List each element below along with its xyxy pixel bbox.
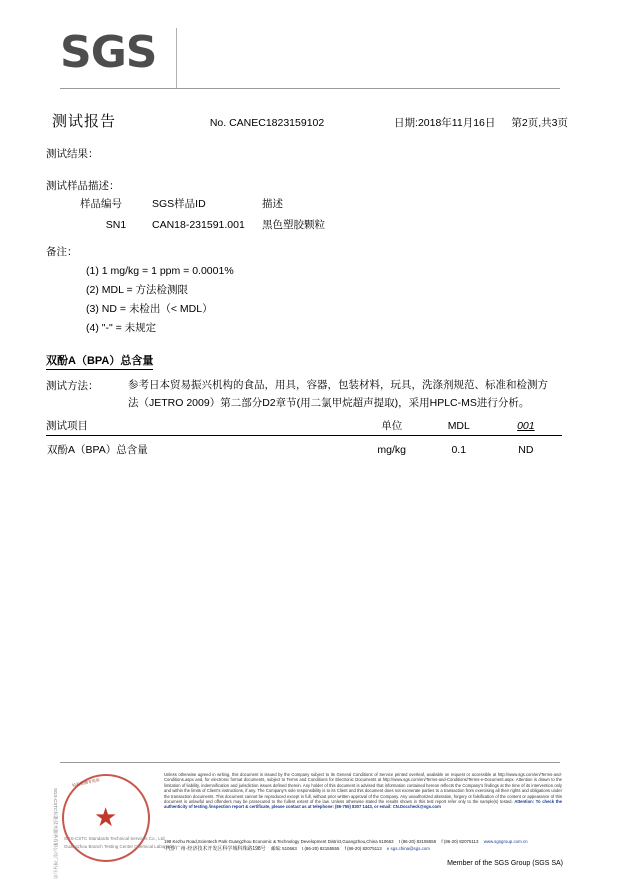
results-label: 测试结果： xyxy=(46,148,99,160)
table-header-row xyxy=(80,196,422,217)
table-header-row xyxy=(46,418,562,436)
cell-result-001: ND xyxy=(518,443,534,456)
page-title: 测试报告 xyxy=(52,113,117,130)
notes-list xyxy=(86,262,234,338)
address-cn-fax: f (86-20) 82075113 xyxy=(344,846,382,851)
footer-rule xyxy=(60,762,560,763)
legal-attention-text: Attention: To check the authenticity of testing /inspection report & certificate, please contact us at telephone: (86-755) 8307 1443, or email: CN.Doccheck@sgs.com xyxy=(164,799,563,810)
address-cn-zip: 邮编: 510663 xyxy=(270,846,297,851)
cell-unit: mg/kg xyxy=(377,443,406,456)
address-en: 198 Kezhu Road,Scientech Park Guangzhou Economic & Technology Development District,Guangzhou,China 510663 xyxy=(164,839,394,844)
list-item: (3) ND = 未检出（< MDL） xyxy=(86,303,213,315)
column-header-sgs-id: SGS样品ID xyxy=(152,198,206,210)
page-indicator: 第2页,共3页 xyxy=(511,117,568,129)
address-en-tel: t (86-20) 82155555 xyxy=(398,839,437,844)
cell-sample-no: SN1 xyxy=(105,218,127,231)
list-item: (4) "-" = 未规定 xyxy=(86,322,157,334)
section-heading-bpa: 双酚A（BPA）总含量 xyxy=(46,352,153,370)
address-cn-tel: t (86-20) 82155555 xyxy=(302,846,340,851)
address-cn-mail: e sgs.china@sgs.com xyxy=(386,846,430,851)
cell-description: 黑色塑胶颗粒 xyxy=(262,219,325,231)
report-date: 日期:2018年11月16日 xyxy=(394,117,496,129)
column-header-unit: 单位 xyxy=(356,418,428,436)
column-header-sample-no: 样品编号 xyxy=(80,198,122,210)
legal-body-text: Unless otherwise agreed in writing, this document is issued by the Company subject to its General Conditions of Service printed overleaf, available on request or accessible at http://www.sgs.com/en/Terms-and-Conditions.aspx and, for electronic format documents, subject to Terms and Conditions for Electronic Documents at http://www.sgs.com/en/Terms-and-Conditions/Terms-e-Document.aspx. Attention is drawn to the limitation of liability, indemnification and jurisdiction issues defined therein. Any holder of this document is advised that information contained hereon reflects the Company's findings at the time of its intervention only and within the limits of Client's instructions, if any. The Company's sole responsibility is to its Client and this document does not exonerate parties to a transaction from exercising all their rights and obligations under the transaction documents. This document cannot be reproduced except in full, without prior written approval of the Company. Any unauthorized alteration, forgery or falsification of the content or appearance of this document is unlawful and offenders may be prosecuted to the fullest extent of the law. Unless otherwise stated the results shown in this test report refer only to the sample(s) tested. xyxy=(164,772,562,805)
seal-top-text: 检验检测专用章 xyxy=(71,777,101,788)
sample-description-label: 测试样品描述： xyxy=(46,180,120,192)
notes-label: 备注： xyxy=(46,246,78,258)
list-item: (2) MDL = 方法检测限 xyxy=(86,284,188,296)
sgs-logo xyxy=(60,27,180,88)
column-header-sample-001: 001 xyxy=(490,418,562,436)
seal-bottom-line-2: Guangzhou Branch Testing Center Chemical Laboratory xyxy=(64,844,176,849)
address-en-web: www.sgsgroup.com.cn xyxy=(483,839,528,844)
report-number: No. CANEC1823159102 xyxy=(209,117,325,129)
seal-bottom-line-1: SGS-CSTC Standards Technical Services Co., Ltd. xyxy=(64,836,166,841)
cell-sgs-id: CAN18-231591.001 xyxy=(152,218,245,231)
address-cn: 中国·广州·经济技术开发区科学城科珠路198号 xyxy=(164,846,266,852)
seal-side-text: SGS-CSTC标准技术服务有限公司广州分公司 xyxy=(53,788,58,879)
column-header-description: 描述 xyxy=(262,198,283,210)
address-line-en xyxy=(164,838,562,845)
address-block xyxy=(164,838,562,853)
method-text: 参考日本贸易振兴机构的食品，用具，容器，包装材料，玩具，洗涤剂规范、标准和检测方法（JETRO 2009）第二部分D2章节(用二氯甲烷超声提取)，采用HPLC-MS进行分析。 xyxy=(128,379,548,409)
table-row xyxy=(46,436,562,459)
list-item: (1) 1 mg/kg = 1 ppm = 0.0001% xyxy=(86,265,234,277)
result-table xyxy=(46,418,562,458)
address-line-cn xyxy=(164,845,562,853)
company-seal: ★ 检验检测专用章 SGS-CSTC标准技术服务有限公司广州分公司 SGS-CSTC Standards Technical Services Co., Ltd. Guangzhou Branch Testing Center Chemical Laboratory xyxy=(62,774,154,866)
address-en-fax: f (86-20) 82075113 xyxy=(441,839,479,844)
header-rule xyxy=(60,88,560,89)
column-header-test-item: 测试项目 xyxy=(46,418,356,436)
logo-divider xyxy=(176,28,177,88)
method-label: 测试方法： xyxy=(46,380,99,392)
cell-test-item: 双酚A（BPA）总含量 xyxy=(47,444,148,456)
cell-mdl: 0.1 xyxy=(451,443,467,456)
legal-disclaimer xyxy=(164,772,562,810)
member-line: Member of the SGS Group (SGS SA) xyxy=(447,860,563,867)
sample-table xyxy=(80,196,422,232)
sgs-logo-text: SGS xyxy=(60,27,157,78)
column-header-mdl: MDL xyxy=(428,418,490,436)
title-row xyxy=(52,110,568,131)
table-row xyxy=(80,217,422,232)
